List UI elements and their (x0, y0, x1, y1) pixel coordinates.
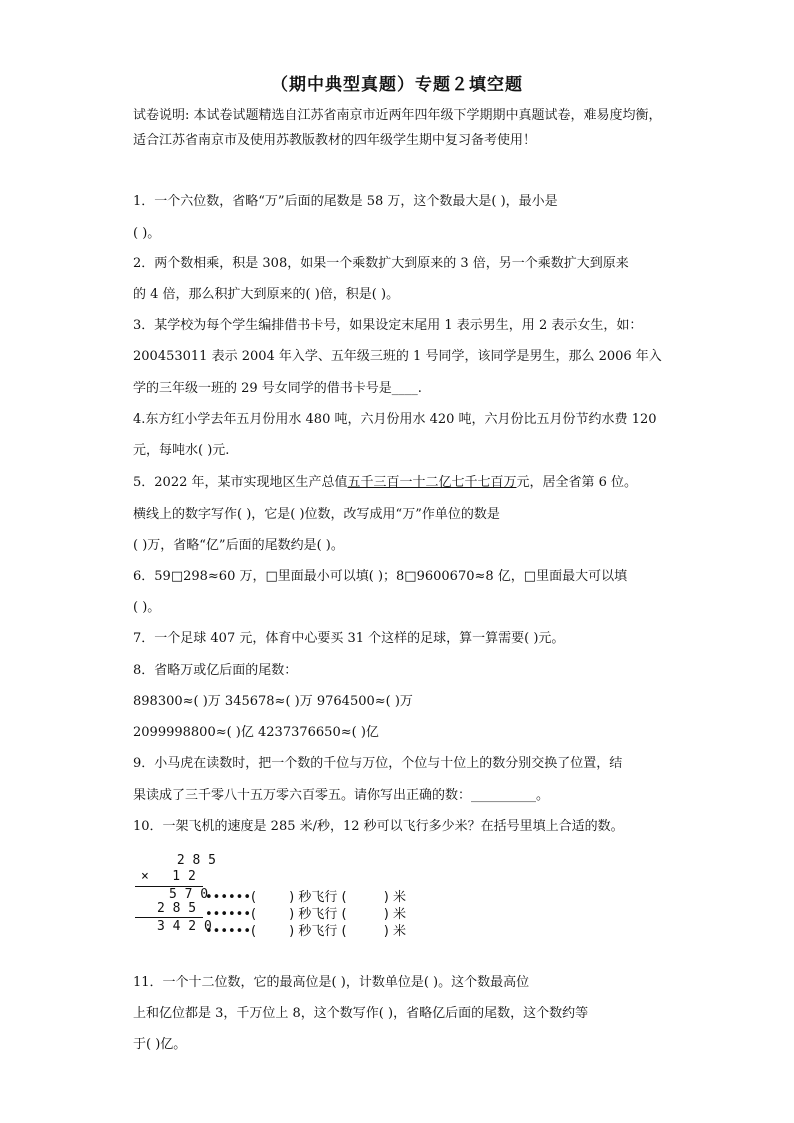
question-11-line-3: 于( )亿。 (133, 1037, 187, 1052)
calc-fill-row-2: ••••••( ) 秒飞行 ( ) 米 (205, 907, 406, 922)
question-1-line-1: 1．一个六位数，省略“万”后面的尾数是 58 万，这个数最大是( )，最小是 (133, 194, 558, 209)
question-4-line-1: 4.东方红小学去年五月份用水 480 吨，六月份用水 420 吨，六月份比五月份节约水费 120 (133, 412, 657, 427)
calc-multiplicand: 2 8 5 (169, 853, 216, 868)
calc-product: 3 4 2 0 (157, 919, 212, 934)
calc-rule-2 (135, 917, 203, 918)
calc-partial-1: 5 7 0 (169, 887, 209, 902)
question-9-line-2: 果读成了三千零八十五万零六百零五。请你写出正确的数：__________。 (133, 788, 550, 803)
question-9-line-1: 9．小马虎在读数时，把一个数的千位与万位，个位与十位上的数分别交换了位置，结 (133, 756, 623, 771)
question-5-text-before: 5．2022 年，某市实现地区生产总值 (133, 475, 348, 490)
question-10-line-1: 10．一架飞机的速度是 285 米/秒，12 秒可以飞行多少米？在括号里填上合适的数。 (133, 819, 624, 834)
question-4-line-2: 元，每吨水( )元. (133, 443, 230, 458)
question-8-line-3: 2099998800≈( )亿 4237376650≈( )亿 (133, 725, 379, 740)
page-title: （期中典型真题）专题２填空题 (271, 75, 523, 95)
question-11-line-2: 上和亿位都是 3，千万位上 8，这个数写作( )，省略亿后面的尾数，这个数约等 (133, 1006, 589, 1021)
question-6-line-2: ( )。 (133, 600, 161, 615)
question-7-line-1: 7．一个足球 407 元，体育中心要买 31 个这样的足球，算一算需要( )元。 (133, 631, 565, 646)
question-6-line-1: 6．59□298≈60 万，□里面最小可以填( )；8□9600670≈8 亿，□里面最大可以填 (133, 569, 628, 584)
question-5-text-after: 元，居全省第 6 位。 (516, 475, 638, 490)
intro-text: 试卷说明: 本试卷试题精选自江苏省南京市近两年四年级下学期期中真题试卷，难易度均衡，适合江苏省南京市及使用苏教版教材的四年级学生期中复习备考使用！ (133, 108, 662, 148)
calc-partial-2: 2 8 5 (157, 901, 197, 916)
question-1-line-2: ( )。 (133, 226, 161, 241)
question-2-line-2: 的 4 倍，那么积扩大到原来的( )倍，积是( )。 (133, 287, 400, 302)
question-8-line-1: 8．省略万或亿后面的尾数： (133, 663, 298, 678)
calc-fill-row-1: ••••••( ) 秒飞行 ( ) 米 (205, 890, 406, 905)
question-3-line-2: 200453011 表示 2004 年入学、五年级三班的 1 号同学，该同学是男生，那么 2006 年入 (133, 349, 662, 364)
calc-multiplier: × 1 2 (141, 869, 196, 884)
question-5-line-1 (133, 474, 637, 492)
question-3-line-1: 3．某学校为每个学生编排借书卡号，如果设定末尾用 1 表示男生，用 2 表示女生，如： (133, 318, 643, 333)
question-11-line-1: 11．一个十二位数，它的最高位是( )，计数单位是( )。这个数最高位 (133, 975, 530, 990)
question-5-line-2: 横线上的数字写作( )，它是( )位数，改写成用“万”作单位的数是 (133, 507, 500, 522)
question-2-line-1: 2．两个数相乘，积是 308，如果一个乘数扩大到原来的 3 倍，另一个乘数扩大到原来 (133, 256, 629, 271)
question-5-line-3: ( )万，省略“亿”后面的尾数约是( )。 (133, 538, 344, 553)
question-3-line-3: 学的三年级一班的 29 号女同学的借书卡号是____. (133, 381, 422, 396)
question-5-underlined-number: 五千三百一十二亿七千七百万 (347, 475, 517, 490)
calc-fill-row-3: ••••••( ) 秒飞行 ( ) 米 (205, 924, 406, 939)
question-8-line-2: 898300≈( )万 345678≈( )万 9764500≈( )万 (133, 694, 413, 709)
